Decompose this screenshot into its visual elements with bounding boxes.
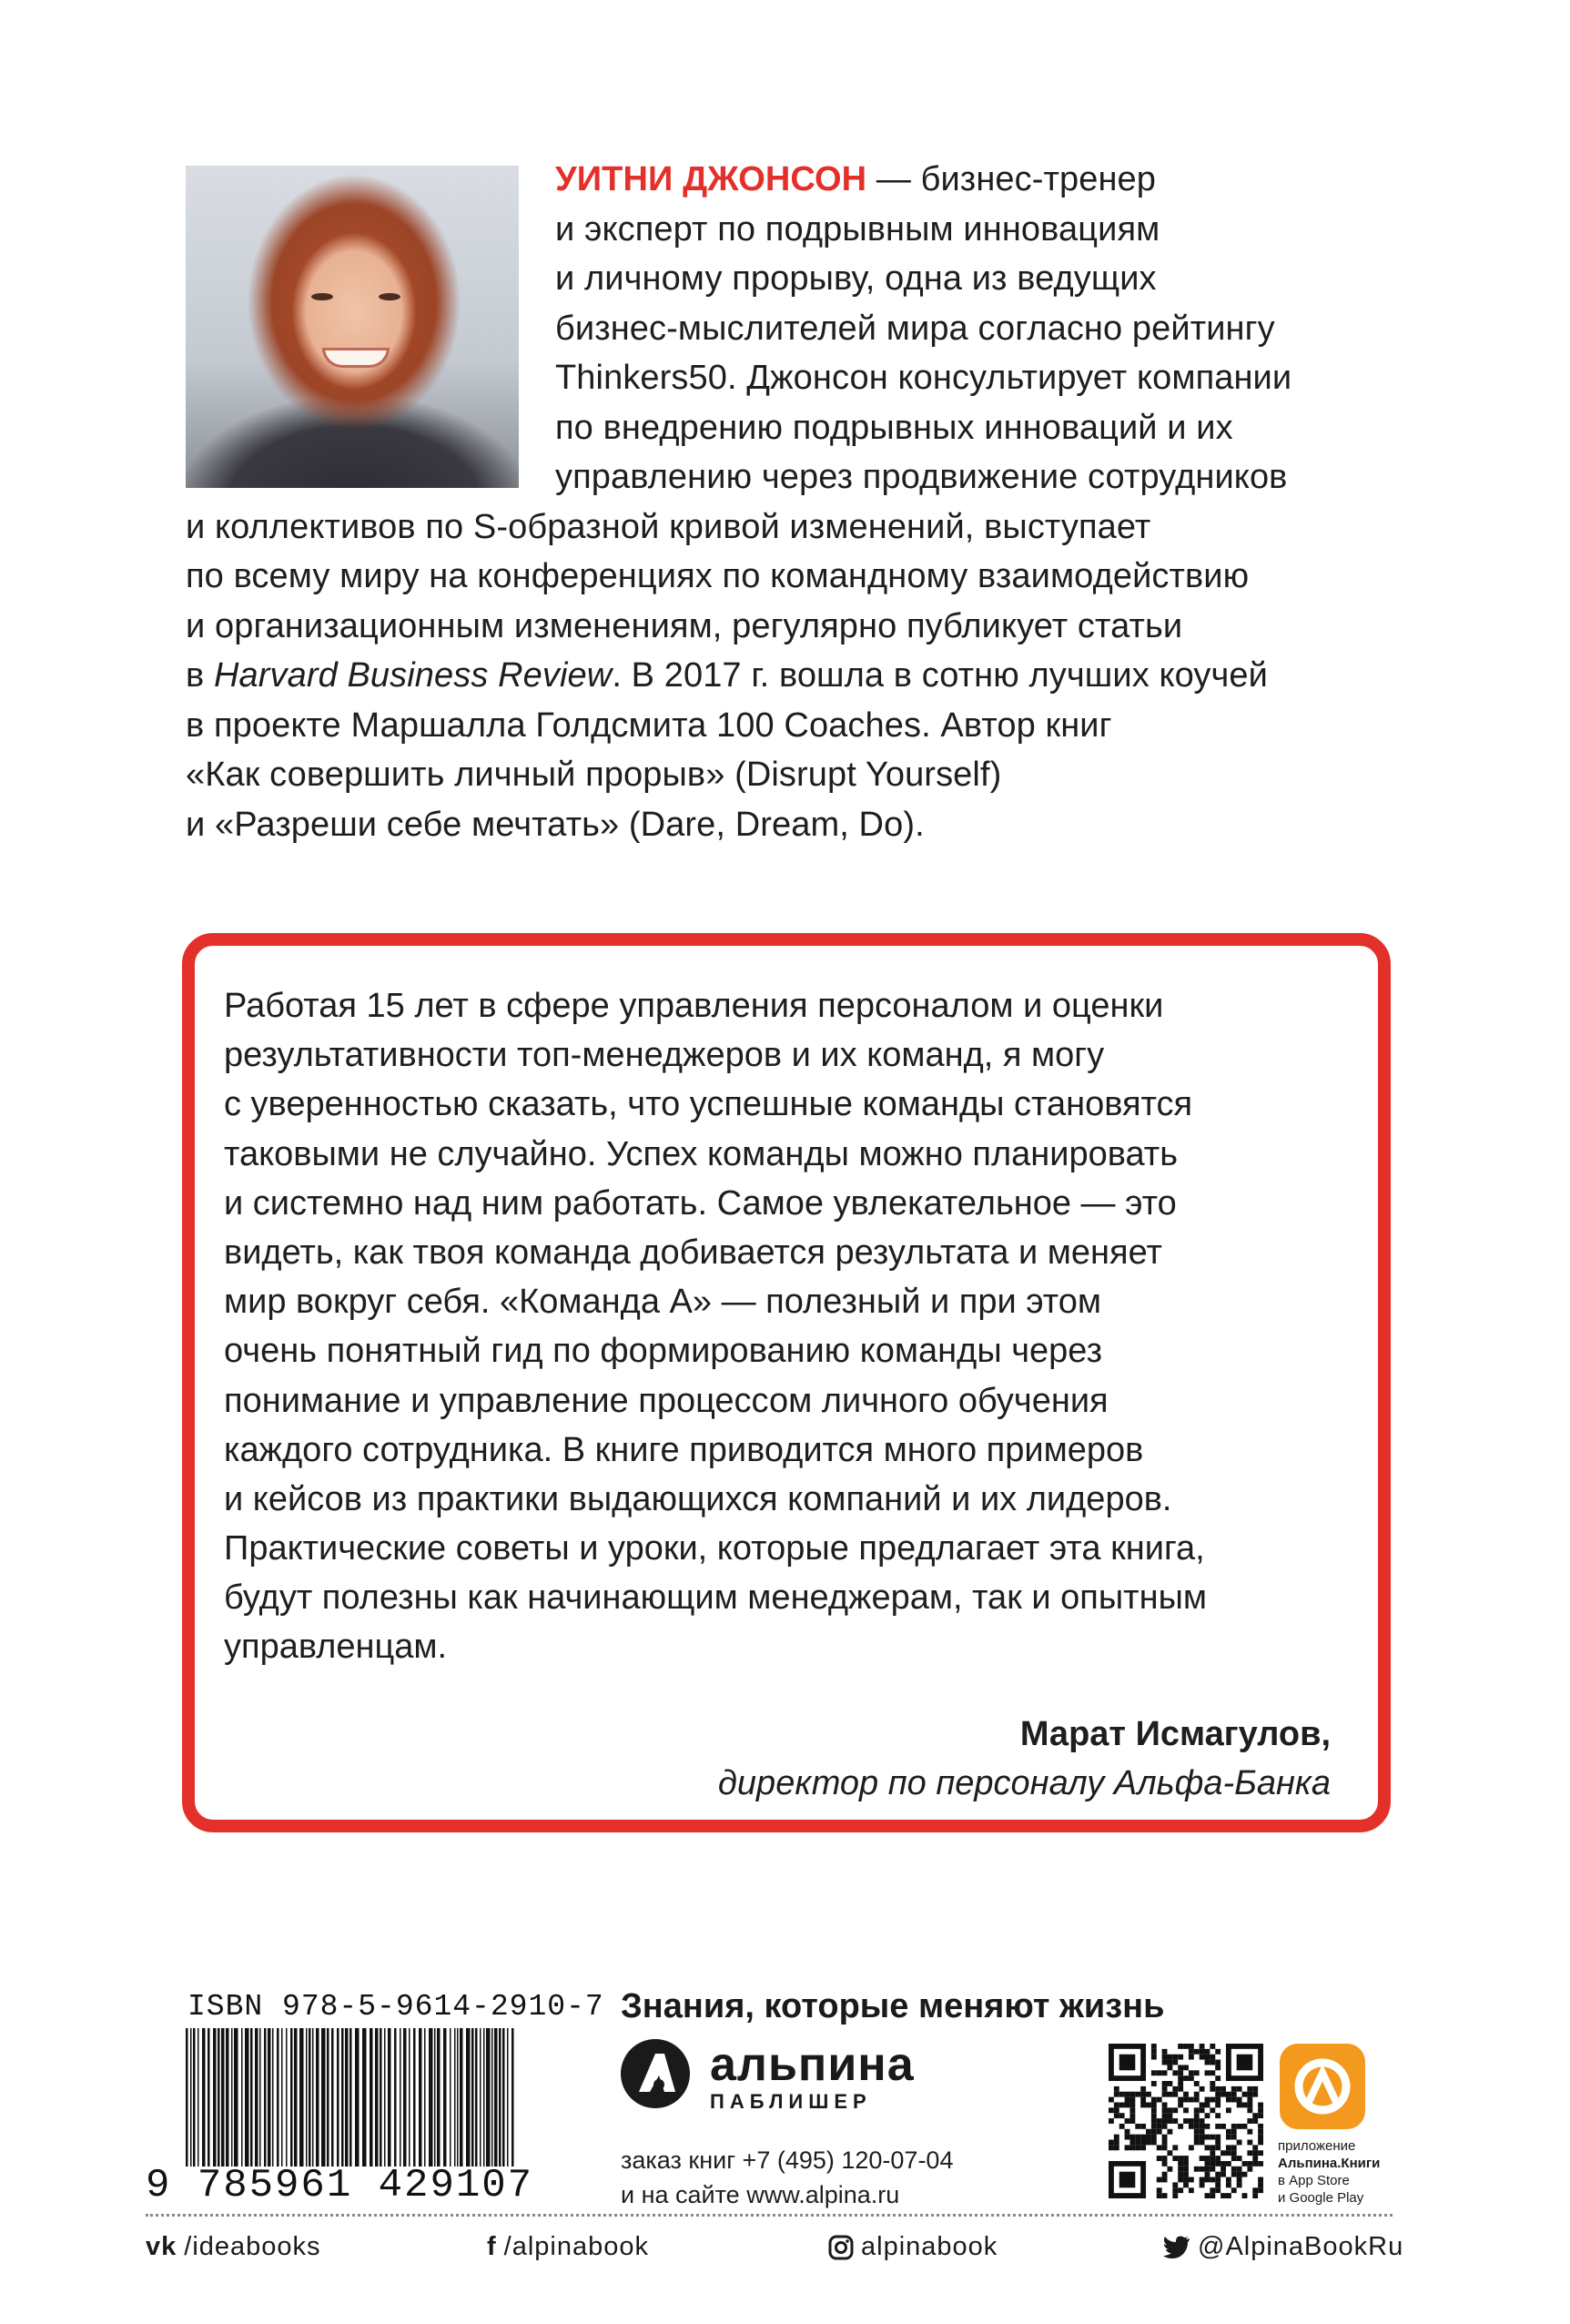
bio-line: бизнес-мыслителей мира согласно рейтингу: [555, 309, 1275, 348]
quote-line: с уверенностью сказать, что успешные команды становятся: [224, 1085, 1193, 1124]
quote-line: Практические советы и уроки, которые предлагает эта книга,: [224, 1529, 1205, 1568]
bio-line: и «Разреши себе мечтать» (Dare, Dream, Do).: [186, 805, 925, 844]
quote-line: таковыми не случайно. Успех команды можно планировать: [224, 1134, 1179, 1173]
quote-line: каждого сотрудника. В книге приводится много примеров: [224, 1430, 1144, 1469]
bio-line: управлению через продвижение сотрудников: [555, 458, 1288, 496]
bio-line: по всему миру на конференциях по командному взаимодействию: [186, 557, 1250, 595]
order-info: [621, 2143, 953, 2212]
author-bio: [186, 155, 1396, 849]
barcode: [184, 2028, 517, 2167]
social-vk[interactable]: vk /ideabooks: [146, 2232, 321, 2261]
bio-line: Thinkers50. Джонсон консультирует компании: [555, 359, 1292, 397]
isbn-label: ISBN 978-5-9614-2910-7: [187, 1990, 604, 2024]
publisher-subname: ПАБЛИШЕР: [710, 2090, 872, 2113]
footer-divider: [146, 2214, 1393, 2217]
social-instagram[interactable]: alpinabook: [828, 2232, 998, 2262]
quote-line: Работая 15 лет в сфере управления персоналом и оценки: [224, 987, 1164, 1025]
quote-line: понимание и управление процессом личного обучения: [224, 1381, 1109, 1420]
app-caption: приложение Альпина.Книги в App Store и Google Play: [1278, 2138, 1381, 2206]
alpina-app-icon: [1280, 2044, 1365, 2129]
bio-line: и личному прорыву, одна из ведущих: [555, 259, 1157, 298]
bio-line: и организационным изменениям, регулярно публикует статьи: [186, 606, 1183, 645]
journal-title: Harvard Business Review: [213, 656, 613, 695]
quote-line: мир вокруг себя. «Команда А» — полезный и при этом: [224, 1283, 1102, 1322]
quote-line: очень понятный гид по формированию команды через: [224, 1332, 1102, 1371]
bio-line: в Harvard Business Review. В 2017 г. вошла в сотню лучших коучей: [186, 656, 1268, 695]
order-phone: заказ книг +7 (495) 120-07-04: [621, 2146, 954, 2174]
publisher-slogan: Знания, которые меняют жизнь: [621, 1987, 1165, 2025]
quote-line: и системно над ним работать. Самое увлекательное — это: [224, 1183, 1177, 1223]
publisher-name: альпина: [710, 2038, 915, 2091]
social-facebook[interactable]: f /alpinabook: [487, 2232, 650, 2261]
instagram-icon: [828, 2235, 854, 2260]
twitter-icon: [1163, 2236, 1190, 2259]
quote-attribution: [718, 1710, 1331, 1808]
quote-line: будут полезны как начинающим менеджерам, так и опытным: [224, 1578, 1208, 1618]
quote-line: управленцам.: [224, 1628, 448, 1667]
bio-line: по внедрению подрывных инноваций и их: [555, 408, 1233, 447]
quote-line: и кейсов из практики выдающихся компаний и их лидеров.: [224, 1479, 1172, 1518]
quote-text: [224, 981, 1352, 1672]
author-name: УИТНИ ДЖОНСОН: [555, 160, 867, 198]
quote-line: результативности топ-менеджеров и их команд, я могу: [224, 1036, 1105, 1075]
quote-line: видеть, как твоя команда добивается результата и меняет: [224, 1233, 1162, 1272]
bio-line: и коллективов по S-образной кривой изменений, выступает: [186, 507, 1151, 546]
bio-line: и эксперт по подрывным инновациям: [555, 209, 1160, 249]
order-site: и на сайте www.alpina.ru: [621, 2181, 900, 2208]
alpina-logo-icon: [619, 2037, 692, 2110]
barcode-digits: 9 785961 429107: [146, 2163, 534, 2208]
bio-line: в проекте Маршалла Голдсмита 100 Coaches. Автор книг: [186, 705, 1112, 745]
quote-author-role: директор по персоналу Альфа-Банка: [717, 1764, 1331, 1802]
bio-line: УИТНИ ДЖОНСОН — бизнес-тренер: [555, 160, 1157, 198]
qr-code-icon: [1109, 2044, 1263, 2198]
quote-author-name: Марат Исмагулов,: [1019, 1715, 1331, 1753]
vk-icon: vk: [146, 2232, 177, 2261]
social-twitter[interactable]: @AlpinaBookRu: [1163, 2232, 1403, 2262]
facebook-icon: f: [487, 2232, 497, 2261]
bio-line: «Как совершить личный прорыв» (Disrupt Yourself): [186, 756, 1002, 794]
